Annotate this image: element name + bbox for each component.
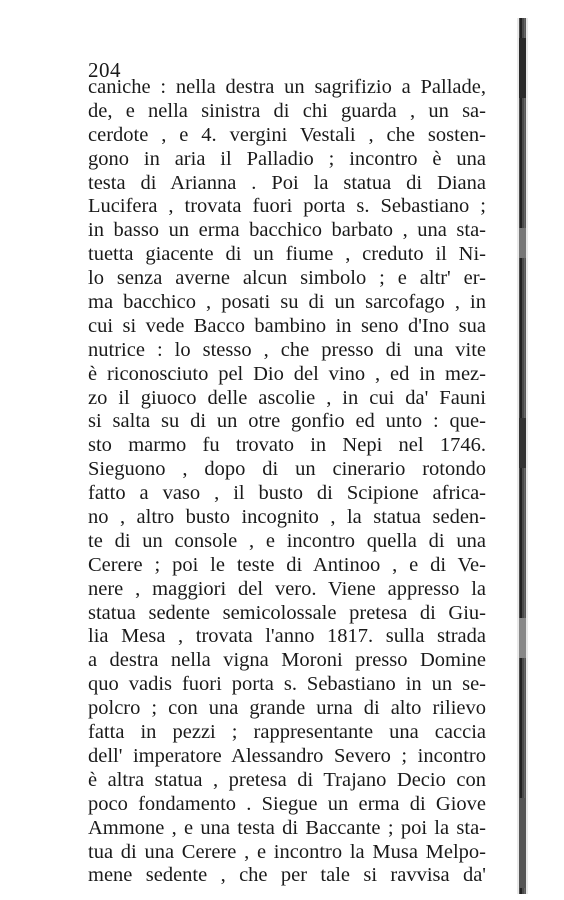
text-line: è altra statua , pretesa di Trajano Decio con <box>88 768 486 791</box>
text-line: cui si vede Bacco bambino in seno d'Ino sua <box>88 314 486 337</box>
text-line: Ammone , e una testa di Baccante ; poi la sta- <box>88 816 486 839</box>
text-line: sto marmo fu trovato in Nepi nel 1746. <box>88 434 486 457</box>
text-line: ma bacchico , posati su di un sarcofago , in <box>88 291 486 314</box>
text-line: de, e nella sinistra di chi guarda , un sa- <box>88 99 486 122</box>
text-line: in basso un erma bacchico barbato , una sta- <box>88 219 486 242</box>
text-line: lo senza averne alcun simbolo ; e altr' er- <box>88 267 486 290</box>
text-line: Lucifera , trovata fuori porta s. Sebastiano ; <box>88 195 486 218</box>
text-line: Cerere ; poi le teste di Antinoo , e di Ve- <box>88 553 486 576</box>
text-line: è riconosciuto pel Dio del vino , ed in mez- <box>88 362 486 385</box>
text-line: mene sedente , che per tale si ravvisa da' <box>88 864 486 887</box>
text-line: statua sedente semicolossale pretesa di Giu- <box>88 601 486 624</box>
text-line: tua di una Cerere , e incontro la Musa Melpo- <box>88 840 486 863</box>
body-text <box>88 76 486 888</box>
text-line: lia Mesa , trovata l'anno 1817. sulla strada <box>88 625 486 648</box>
text-line: tuetta giacente di un fiume , creduto il Ni- <box>88 243 486 266</box>
text-line: no , altro busto incognito , la statua seden- <box>88 506 486 529</box>
text-line: nere , maggiori del vero. Viene appresso la <box>88 577 486 600</box>
text-line: polcro ; con una grande urna di alto rilievo <box>88 697 486 720</box>
text-line: dell' imperatore Alessandro Severo ; incontro <box>88 744 486 767</box>
text-line: nutrice : lo stesso , che presso di una vite <box>88 338 486 361</box>
text-line: a destra nella vigna Moroni presso Domine <box>88 649 486 672</box>
text-line: Sieguono , dopo di un cinerario rotondo <box>88 458 486 481</box>
text-line: testa di Arianna . Poi la statua di Diana <box>88 171 486 194</box>
text-line: te di un console , e incontro quella di una <box>88 529 486 552</box>
text-line: fatto a vaso , il busto di Scipione africa- <box>88 482 486 505</box>
text-line: quo vadis fuori porta s. Sebastiano in un se- <box>88 673 486 696</box>
text-line: poco fondamento . Siegue un erma di Giove <box>88 792 486 815</box>
text-line: fatta in pezzi ; rappresentante una caccia <box>88 721 486 744</box>
text-line: caniche : nella destra un sagrifizio a Pallade, <box>88 76 486 98</box>
page-number: 204 <box>88 58 121 82</box>
text-line: si salta su di un otre gonfio ed unto : que- <box>88 410 486 433</box>
binding-edge-decoration <box>514 18 532 894</box>
text-line: zo il giuoco delle ascolie , in cui da' Fauni <box>88 386 486 409</box>
text-line: cerdote , e 4. vergini Vestali , che sosten- <box>88 123 486 146</box>
text-line: gono in aria il Palladio ; incontro è una <box>88 147 486 170</box>
